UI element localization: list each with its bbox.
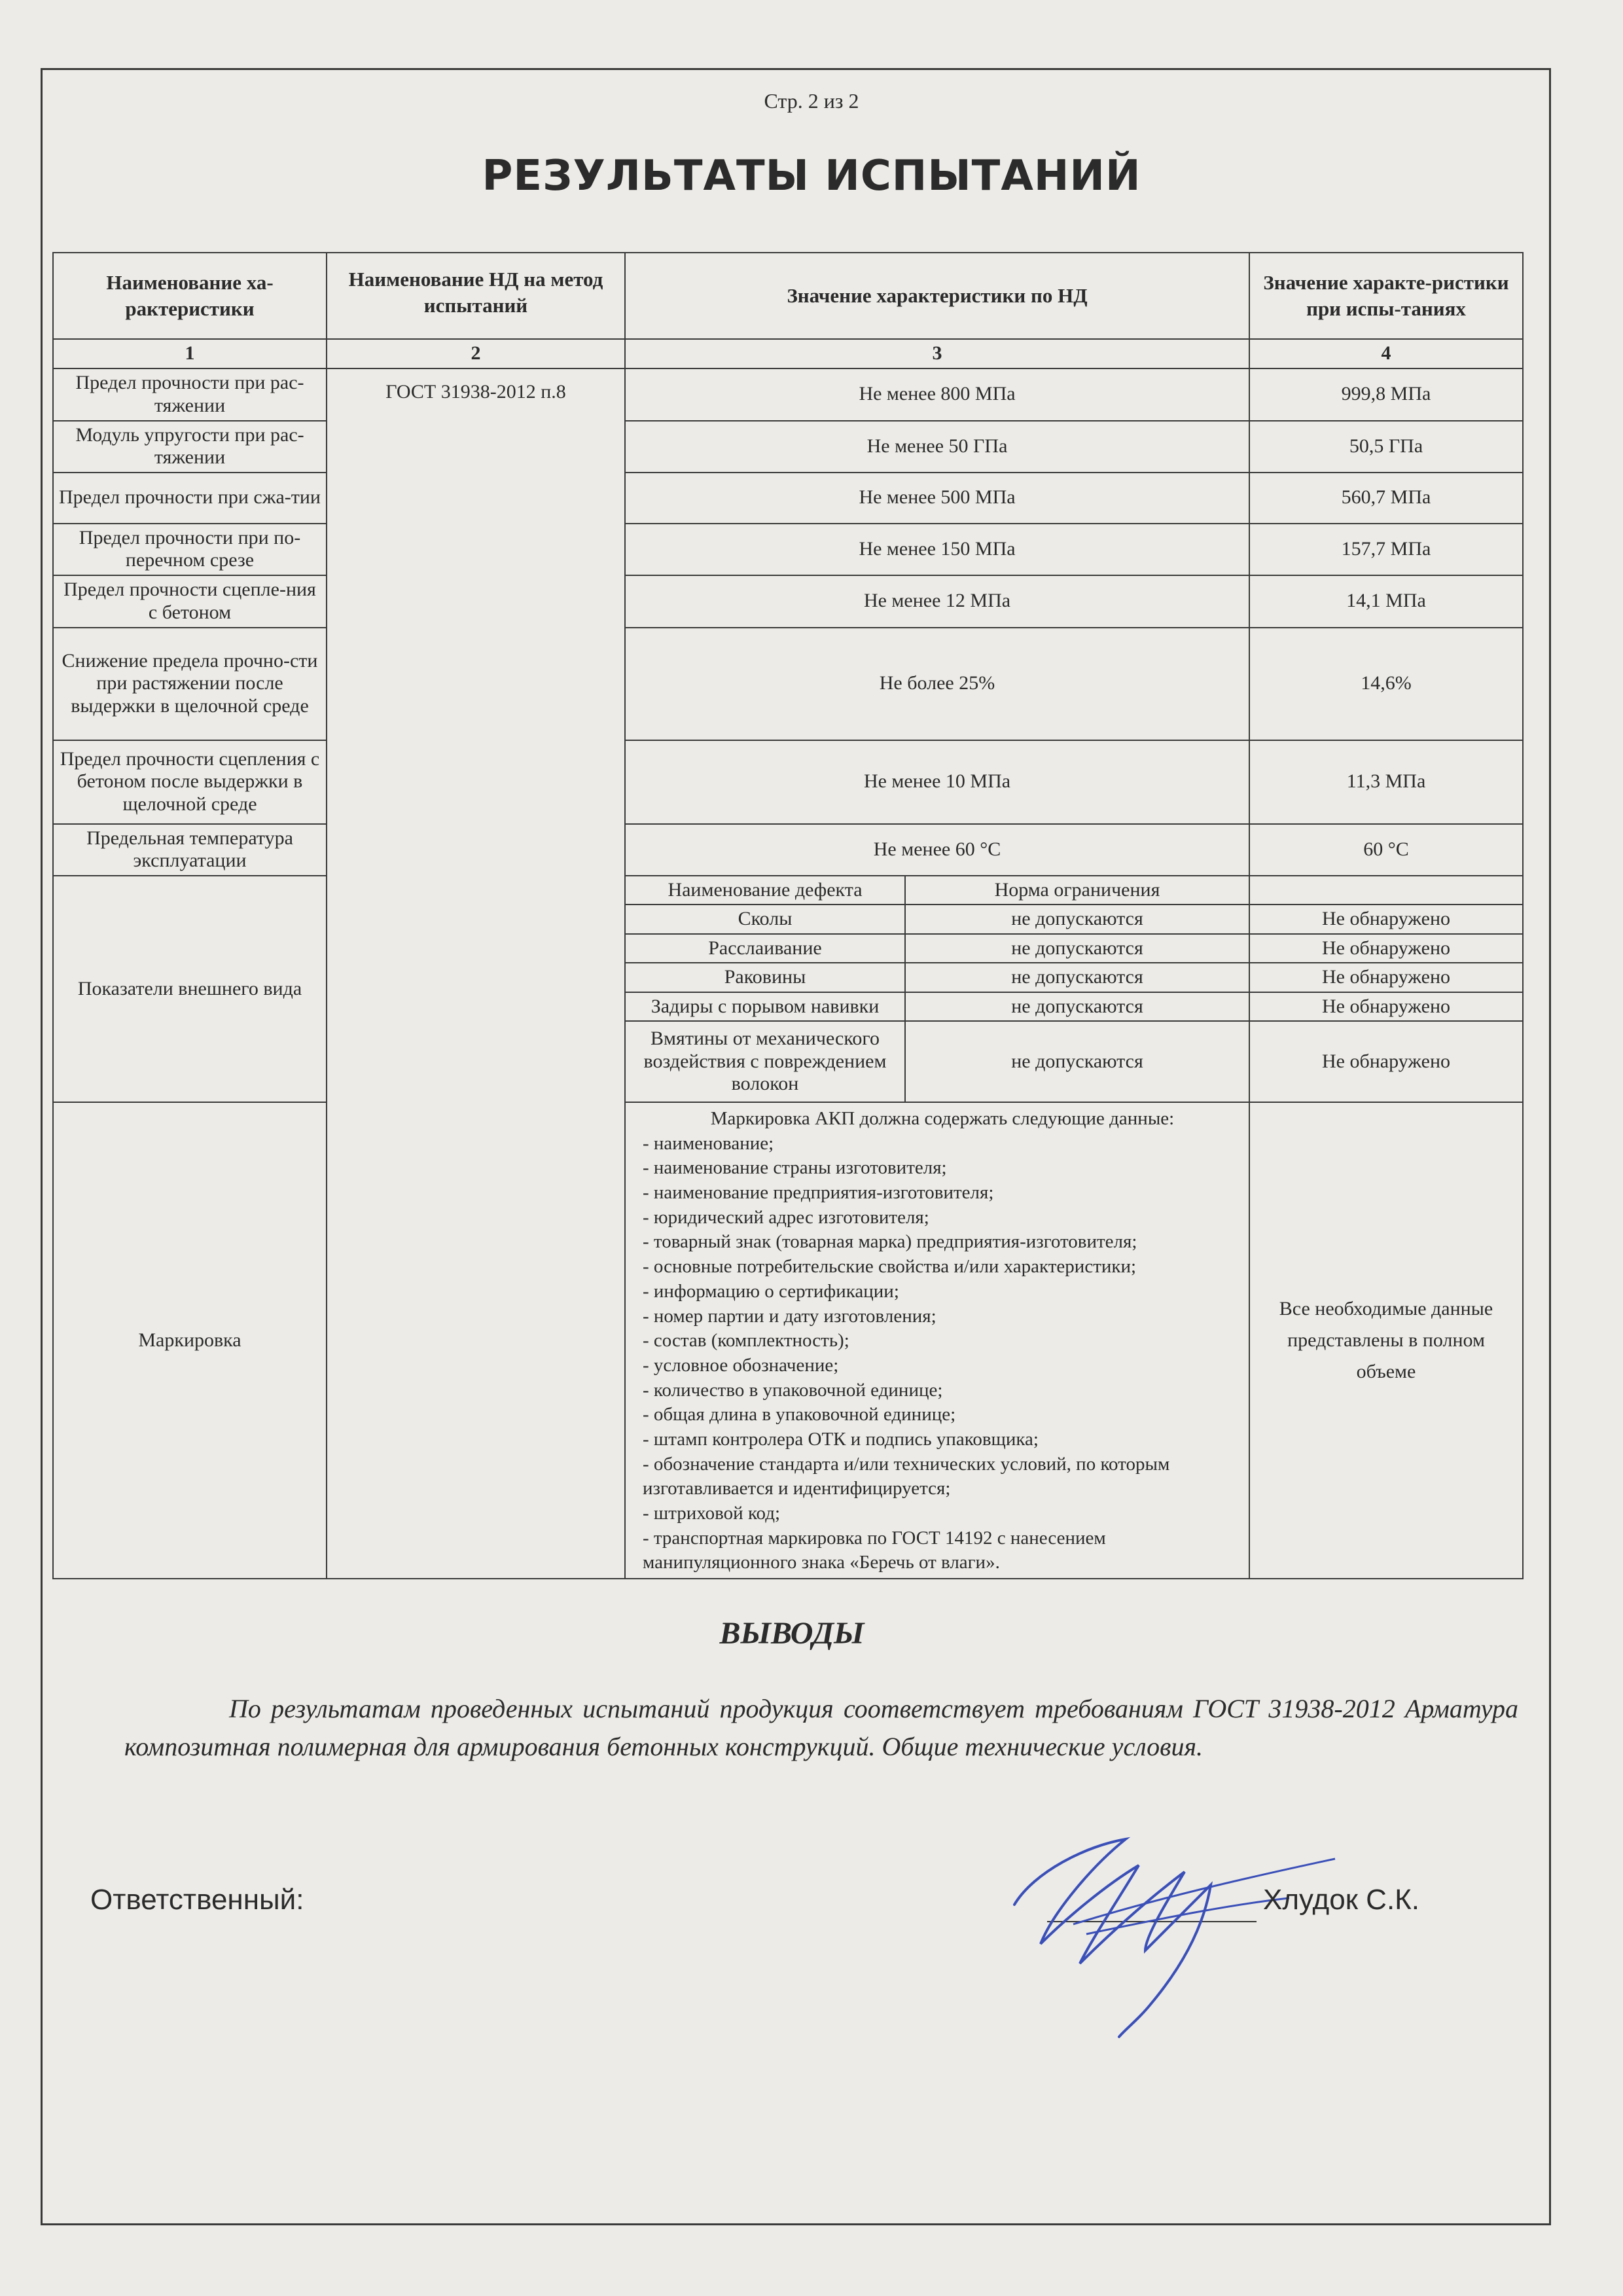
marking-item: - номер партии и дату изготовления; [643, 1305, 936, 1327]
marking-row [53, 1102, 1523, 1579]
result-value: 14,6% [1249, 628, 1523, 740]
column-number: 4 [1249, 339, 1523, 368]
characteristic-name: Снижение предела прочно-сти при растяжении после выдержки в щелочной среде [53, 628, 327, 740]
responsible-name: Хлудок С.К. [1263, 1884, 1420, 1916]
page-title: РЕЗУЛЬТАТЫ ИСПЫТАНИЙ [482, 152, 1141, 200]
norm-value: Не менее 500 МПа [625, 473, 1249, 524]
result-value: 50,5 ГПа [1249, 421, 1523, 473]
characteristic-name: Модуль упругости при рас-тяжении [53, 421, 327, 473]
marking-item: - основные потребительские свойства и/или характеристики; [643, 1256, 1137, 1278]
appearance-subheader-row [53, 876, 1523, 905]
result-value: 11,3 МПа [1249, 740, 1523, 824]
column-number: 1 [53, 339, 327, 368]
defect-limit: не допускаются [905, 934, 1249, 963]
marking-item: - наименование; [643, 1132, 774, 1154]
marking-item: - товарный знак (товарная марка) предприятия-изготовителя; [643, 1231, 1137, 1253]
marking-result: Все необходимые данные представлены в полном объеме [1249, 1102, 1523, 1579]
defect-name: Расслаивание [625, 934, 905, 963]
table-row [53, 524, 1523, 575]
marking-item: - штриховой код; [643, 1503, 781, 1524]
defect-limit: не допускаются [905, 963, 1249, 992]
table-row [53, 628, 1523, 740]
norm-value: Не менее 10 МПа [625, 740, 1249, 824]
defect-name: Раковины [625, 963, 905, 992]
defect-name: Сколы [625, 905, 905, 934]
column-number: 3 [625, 339, 1249, 368]
defect-result: Не обнаружено [1249, 934, 1523, 963]
header-result: Значение характе-ристики при испы-таниях [1249, 253, 1523, 339]
marking-item: - наименование страны изготовителя; [643, 1157, 947, 1179]
defect-result: Не обнаружено [1249, 963, 1523, 992]
marking-name: Маркировка [53, 1102, 327, 1579]
norm-value: Не менее 150 МПа [625, 524, 1249, 575]
result-value: 999,8 МПа [1249, 368, 1523, 421]
marking-item: - обозначение стандарта и/или технических условий, по которым изготавливается и идентифицируется; [643, 1453, 1170, 1499]
results-table [52, 252, 1524, 1579]
norm-value: Не менее 60 °C [625, 824, 1249, 876]
defect-result: Не обнаружено [1249, 992, 1523, 1022]
characteristic-name: Предел прочности при по-перечном срезе [53, 524, 327, 575]
marking-item: - транспортная маркировка по ГОСТ 14192 с нанесением манипуляционного знака «Беречь от влаги». [643, 1527, 1106, 1573]
marking-item: - количество в упаковочной единице; [643, 1379, 943, 1401]
defect-limit: не допускаются [905, 905, 1249, 934]
defect-result: Не обнаружено [1249, 905, 1523, 934]
signature-image [995, 1793, 1361, 2042]
empty-cell [1249, 876, 1523, 905]
marking-item: - наименование предприятия-изготовителя; [643, 1182, 994, 1204]
table-row [53, 824, 1523, 876]
table-row [53, 473, 1523, 524]
table-row [53, 421, 1523, 473]
defect-name: Вмятины от механического воздействия с повреждением волокон [625, 1021, 905, 1102]
method-cell: ГОСТ 31938-2012 п.8 [327, 368, 625, 1579]
marking-lead: Маркировка АКП должна содержать следующие данные: [710, 1108, 1175, 1129]
result-value: 14,1 МПа [1249, 575, 1523, 628]
subheader-defect: Наименование дефекта [625, 876, 905, 905]
header-norm: Значение характеристики по НД [625, 253, 1249, 339]
header-characteristic: Наименование ха-рактеристики [53, 253, 327, 339]
norm-value: Не менее 12 МПа [625, 575, 1249, 628]
result-value: 157,7 МПа [1249, 524, 1523, 575]
norm-value: Не менее 50 ГПа [625, 421, 1249, 473]
page-number: Стр. 2 из 2 [764, 89, 859, 113]
table-row [53, 575, 1523, 628]
subheader-limit: Норма ограничения [905, 876, 1249, 905]
marking-item: - условное обозначение; [643, 1354, 839, 1376]
defect-limit: не допускаются [905, 1021, 1249, 1102]
defect-result: Не обнаружено [1249, 1021, 1523, 1102]
table-row [53, 740, 1523, 824]
responsible-label: Ответственный: [90, 1884, 304, 1916]
characteristic-name: Предел прочности при рас-тяжении [53, 368, 327, 421]
marking-item: - юридический адрес изготовителя; [643, 1206, 929, 1228]
marking-item: - общая длина в упаковочной единице; [643, 1404, 956, 1426]
characteristic-name: Предел прочности при сжа-тии [53, 473, 327, 524]
marking-item: - информацию о сертификации; [643, 1280, 899, 1302]
conclusions-text: По результатам проведенных испытаний продукция соответствует требованиям ГОСТ 31938-2012 Арматура композитная полимерная для армирования бетонных конструкций. Общие технические условия. [124, 1694, 1518, 1761]
defect-limit: не допускаются [905, 992, 1249, 1022]
appearance-name: Показатели внешнего вида [53, 876, 327, 1103]
norm-value: Не более 25% [625, 628, 1249, 740]
column-number: 2 [327, 339, 625, 368]
table-row [53, 368, 1523, 421]
result-value: 60 °C [1249, 824, 1523, 876]
characteristic-name: Предел прочности сцепле-ния с бетоном [53, 575, 327, 628]
characteristic-name: Предельная температура эксплуатации [53, 824, 327, 876]
conclusions-title: ВЫВОДЫ [719, 1616, 865, 1651]
header-row [53, 253, 1523, 339]
result-value: 560,7 МПа [1249, 473, 1523, 524]
characteristic-name: Предел прочности сцепления с бетоном после выдержки в щелочной среде [53, 740, 327, 824]
marking-requirements [625, 1102, 1249, 1579]
column-number-row [53, 339, 1523, 368]
norm-value: Не менее 800 МПа [625, 368, 1249, 421]
defect-name: Задиры с порывом навивки [625, 992, 905, 1022]
header-method: Наименование НД на метод испытаний [327, 253, 625, 339]
marking-item: - состав (комплектность); [643, 1330, 849, 1352]
marking-item: - штамп контролера ОТК и подпись упаковщика; [643, 1428, 1039, 1450]
